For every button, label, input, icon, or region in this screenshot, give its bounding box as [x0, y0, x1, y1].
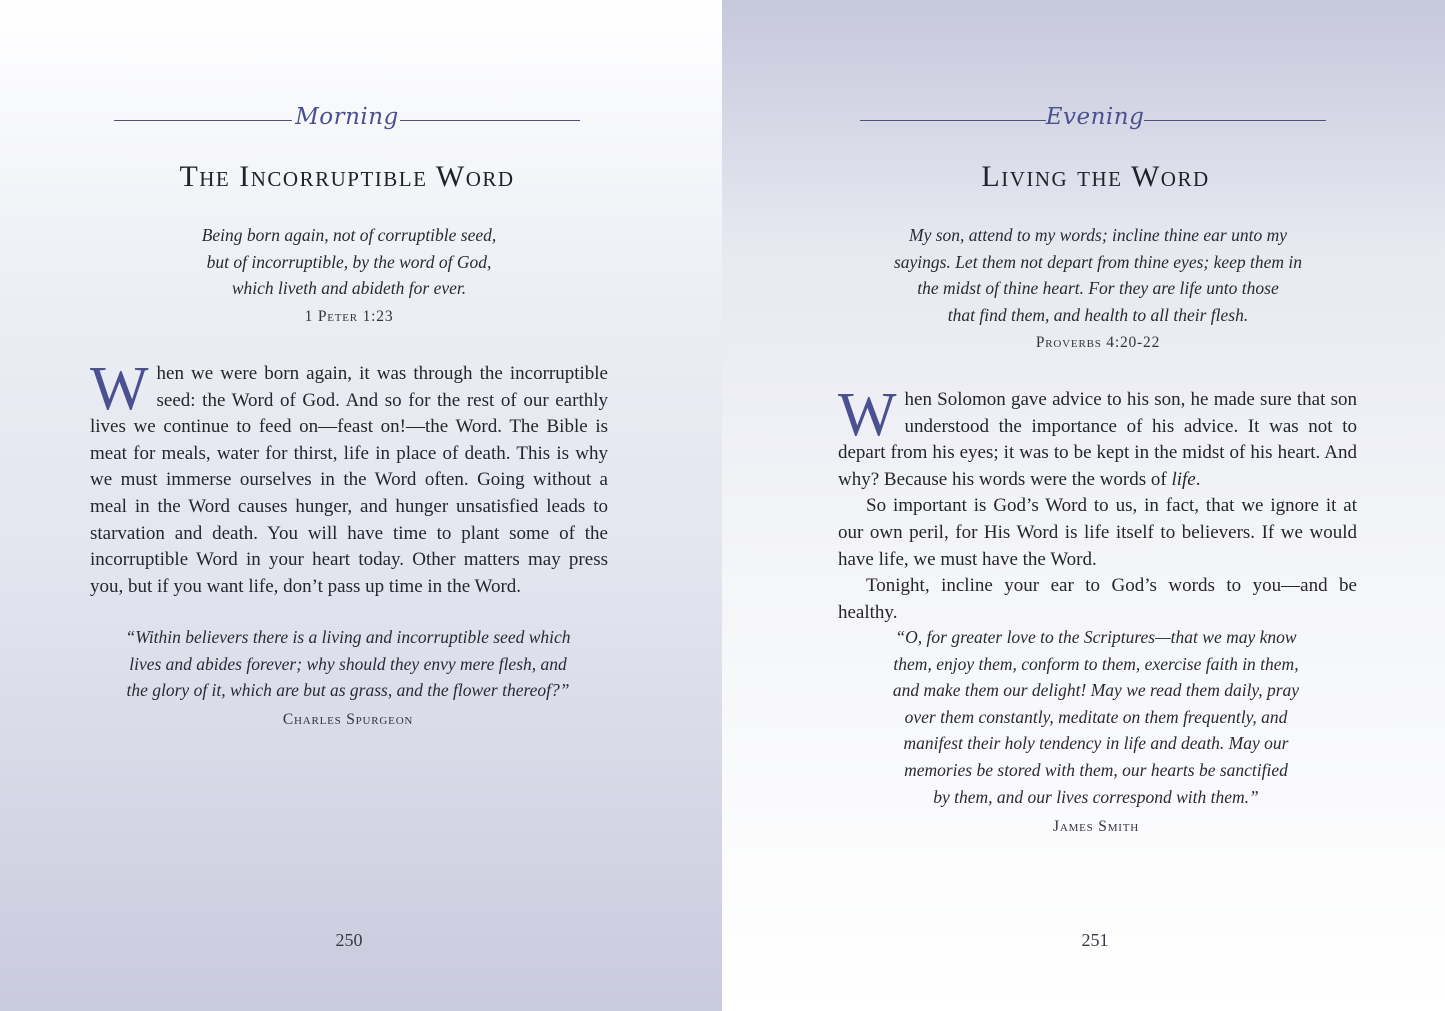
morning-header: [114, 104, 580, 138]
quote-line: the glory of it, which are but as grass, and the flower thereof?”: [126, 680, 570, 701]
body-paragraph-text: hen we were born again, it was through the incorruptible seed: the Word of God. And so for the rest of our earthly lives we continue to feed on—feast on!—the Word. The Bible is meat for meals, water for thirst, life in place of death. This is why we must immerse ourselves in the Word often. Going without a meal in the Word causes hunger, and hunger unsatisfied leads to starvation and death. You will have time to plant some of the incorruptible Word in your heart today. Other matters may press you, but if you want life, don’t pass up time in the Word.: [90, 363, 608, 597]
scripture-verse: [838, 222, 1358, 328]
verse-line: sayings. Let them not depart from thine eyes; keep them in: [893, 251, 1303, 272]
quote-line: and make them our delight! May we read them daily, pray: [892, 680, 1300, 701]
body-paragraph-text: hen Solomon gave advice to his son, he made sure that son understood the importance of his advice. It was not to depart from his eyes; it was to be kept in the midst of his heart. And why? Because his words were the words of: [838, 389, 1357, 490]
devotional-body: [838, 381, 1357, 626]
verse-line: that find them, and health to all their flesh.: [947, 304, 1249, 325]
closing-quote: [826, 624, 1366, 810]
closing-quote: [78, 624, 618, 704]
devotional-body: [90, 355, 608, 600]
verse-reference: Proverbs 4:20-22: [1035, 334, 1161, 351]
verse-line: Being born again, not of corruptible seed,: [201, 225, 497, 245]
header-rule-left: [114, 120, 292, 121]
verse-line: the midst of thine heart. For they are life unto those: [917, 278, 1279, 298]
emphasized-word: life: [1171, 468, 1196, 490]
quote-author: James Smith: [1053, 818, 1139, 835]
quote-line: them, enjoy them, conform to them, exercise faith in them,: [893, 653, 1299, 674]
header-rule-right: [400, 120, 580, 121]
verse-line: My son, attend to my words; incline thine ear unto my: [909, 225, 1287, 245]
right-page: [722, 0, 1445, 1011]
body-paragraph: [90, 355, 608, 600]
evening-header: [860, 104, 1326, 138]
section-label: Evening: [1045, 104, 1145, 130]
verse-line: which liveth and abideth for ever.: [231, 278, 467, 298]
page-number: 251: [1081, 930, 1109, 950]
section-label: Morning: [295, 104, 399, 130]
body-paragraph: Tonight, incline your ear to God’s words to you—and be healthy.: [838, 575, 1357, 623]
verse-line: but of incorruptible, by the word of God,: [206, 251, 492, 272]
header-rule-right: [1144, 120, 1326, 121]
scripture-verse: [90, 222, 608, 302]
quote-line: over them constantly, meditate on them frequently, and: [904, 706, 1288, 727]
left-page: [0, 0, 722, 1011]
quote-line: manifest their holy tendency in life and death. May our: [903, 733, 1289, 754]
quote-line: by them, and our lives correspond with them.”: [933, 786, 1259, 807]
page-title: Living the Word: [981, 160, 1210, 193]
page-number: 250: [335, 930, 363, 950]
body-paragraph: So important is God’s Word to us, in fact, that we ignore it at our own peril, for His Word is life itself to believers. If we would have life, we must have the Word.: [838, 495, 1357, 570]
quote-author: Charles Spurgeon: [282, 711, 414, 728]
quote-line: memories be stored with them, our hearts be sanctified: [904, 759, 1288, 780]
quote-line: “Within believers there is a living and incorruptible seed which: [125, 627, 571, 647]
header-rule-left: [860, 120, 1046, 121]
verse-reference: 1 Peter 1:23: [304, 308, 394, 325]
drop-cap: W: [838, 381, 897, 449]
drop-cap: W: [90, 355, 149, 423]
page-title: The Incorruptible Word: [179, 160, 515, 193]
quote-line: lives and abides forever; why should they envy mere flesh, and: [129, 653, 567, 674]
body-paragraph: [838, 381, 1357, 493]
body-paragraph-end: .: [1195, 468, 1201, 490]
quote-line: “O, for greater love to the Scriptures—that we may know: [895, 627, 1297, 647]
